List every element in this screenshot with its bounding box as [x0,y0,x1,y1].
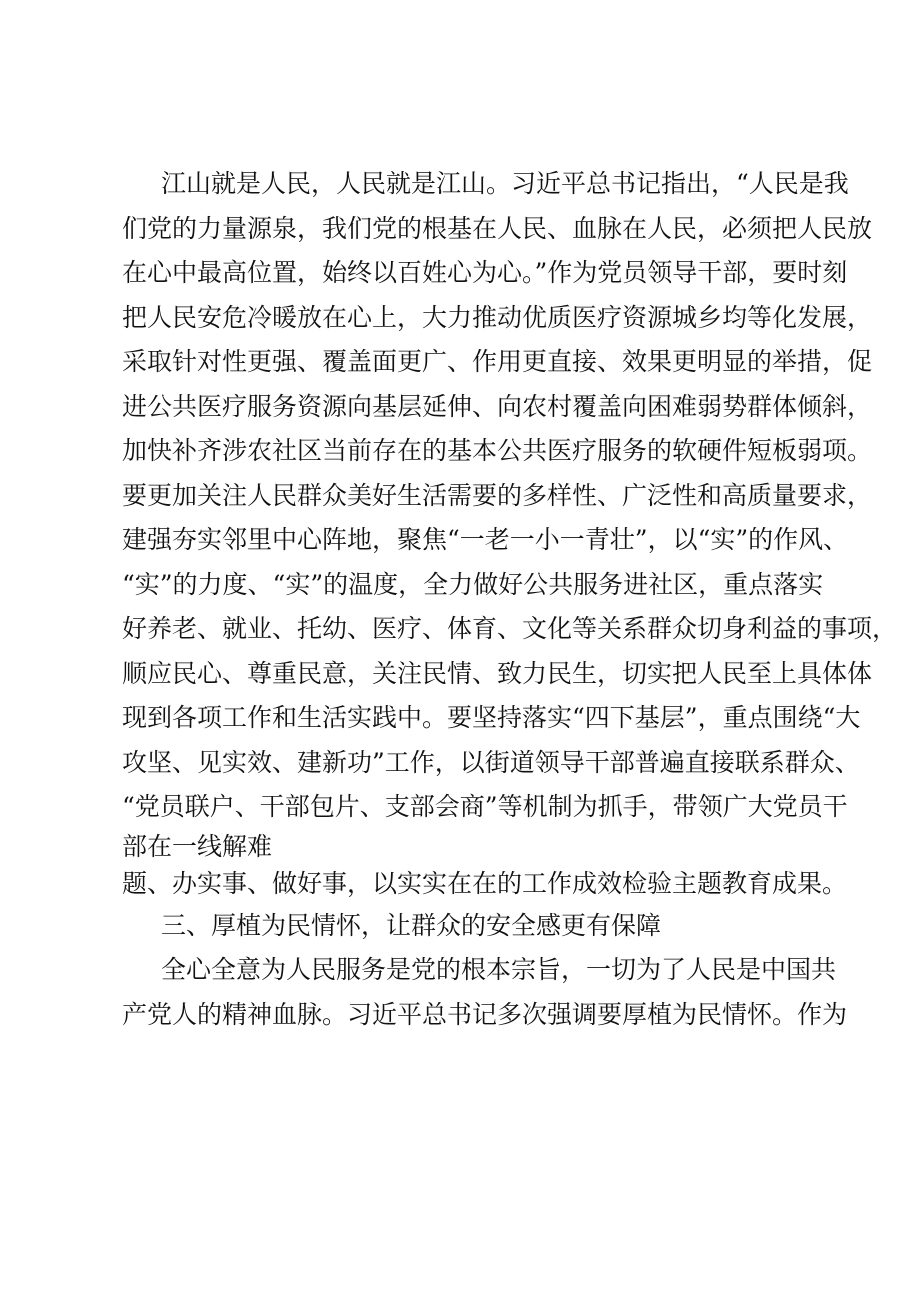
paragraph-line: 进公共医疗服务资源向基层延伸、向农村覆盖向困难弱势群体倾斜， [122,391,873,421]
body-text [122,162,898,1037]
paragraph-line: 好养老、就业、托幼、医疗、体育、文化等关系群众切身利益的事项， [122,614,898,643]
paragraph-line: 顺应民心、尊重民意，关注民情、致力民生，切实把人民至上具体体 [122,658,873,688]
paragraph-line: 建强夯实邻里中心阵地，聚焦“一老一小一青壮”，以“实”的作风、 [122,525,849,554]
paragraph-line: 把人民安危冷暖放在心上，大力推动优质医疗资源城乡均等化发展， [122,302,873,332]
paragraph-line: 攻坚、见实效、建新功”工作，以街道领导干部普遍直接联系群众、 [122,747,860,777]
paragraph-line: “党员联户、干部包片、支部会商”等机制为抓手，带领广大党员干 [122,792,848,821]
paragraph-line: 江山就是人民，人民就是江山。习近平总书记指出，“人民是我 [161,169,849,198]
paragraph-line: 题、办实事、做好事，以实实在在的工作成效检验主题教育成果。 [122,868,848,898]
paragraph-line: 在心中最高位置，始终以百姓心为心。”作为党员领导干部，要时刻 [122,258,848,287]
paragraph-line: 加快补齐涉农社区当前存在的基本公共医疗服务的软硬件短板弱项。 [122,436,873,465]
paragraph-line: 全心全意为人民服务是党的根本宗旨，一切为了人民是中国共 [161,955,837,984]
paragraph-line: 产党人的精神血脉。习近平总书记多次强调要厚植为民情怀。作为 [122,999,848,1029]
paragraph-line: 现到各项工作和生活实践中。要坚持落实“四下基层”，重点围绕“大 [122,703,861,732]
section-heading: 三、厚植为民情怀，让群众的安全感更有保障 [161,910,662,940]
paragraph-line: 采取针对性更强、覆盖面更广、作用更直接、效果更明显的举措，促 [122,347,873,376]
paragraph-line: 们党的力量源泉，我们党的根基在人民、血脉在人民，必须把人民放 [122,213,873,243]
paragraph-line: 要更加关注人民群众美好生活需要的多样性、广泛性和高质量要求， [122,480,873,510]
paragraph-line: “实”的力度、“实”的温度，全力做好公共服务进社区，重点落实 [122,569,824,599]
paragraph-line: 部在一线解难 [122,831,273,861]
